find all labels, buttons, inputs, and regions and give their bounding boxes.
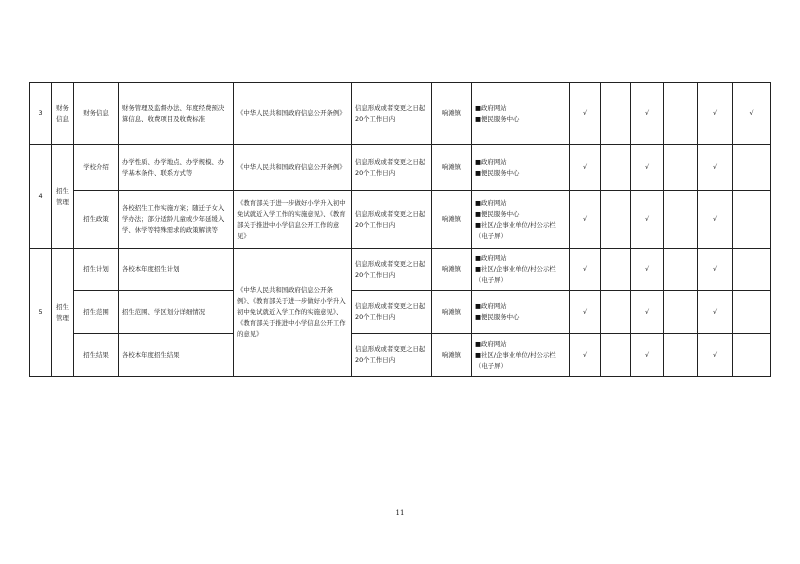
check-cell: √ xyxy=(631,249,664,291)
subject-cell: 响滩镇 xyxy=(432,334,472,377)
table-row xyxy=(30,291,771,334)
channel-item: ■便民服务中心 xyxy=(475,313,520,321)
item-cell: 招生管理 xyxy=(52,249,74,377)
check-cell xyxy=(601,145,631,191)
check-cell: √ xyxy=(698,334,733,377)
check-cell: √ xyxy=(733,83,771,145)
subject-cell: 响滩镇 xyxy=(432,291,472,334)
check-cell xyxy=(664,145,698,191)
time-limit-cell: 信息形成或者变更之日起20个工作日内 xyxy=(352,291,432,334)
time-limit-cell: 信息形成或者变更之日起20个工作日内 xyxy=(352,145,432,191)
channel-item: ■便民服务中心 xyxy=(475,209,520,218)
sub-item-cell: 招生政策 xyxy=(74,191,119,249)
table-row xyxy=(30,145,771,191)
content-cell: 各校本年度招生结果 xyxy=(119,334,234,377)
content-cell: 招生范围、学区划分详细情况 xyxy=(119,291,234,334)
channel-item: ■政府网站 xyxy=(475,302,507,310)
channel-item: ■政府网站 xyxy=(475,103,507,112)
content-cell: 财务管理及监督办法、年度经费预决算信息、收费项目及收费标准 xyxy=(119,83,234,145)
check-cell xyxy=(601,191,631,249)
check-cell: √ xyxy=(570,249,601,291)
channels-cell xyxy=(472,191,570,249)
page-number: 11 xyxy=(395,509,405,517)
basis-cell: 《中华人民共和国政府信息公开条例》、《教育部关于进一步做好小学升入初中免试就近入学工作的实施意见》、《教育部关于推进中小学信息公开工作的意见》 xyxy=(234,249,352,377)
sub-item-cell: 招生范围 xyxy=(74,291,119,334)
channel-item: ■便民服务中心 xyxy=(475,114,520,123)
channel-item: ■政府网站 xyxy=(475,198,507,207)
check-cell: √ xyxy=(698,83,733,145)
check-cell: √ xyxy=(631,83,664,145)
check-cell: √ xyxy=(698,249,733,291)
check-cell xyxy=(664,334,698,377)
check-cell: √ xyxy=(570,145,601,191)
sub-item-cell: 学校介绍 xyxy=(74,145,119,191)
time-limit-cell: 信息形成或者变更之日起20个工作日内 xyxy=(352,191,432,249)
sub-item-cell: 财务信息 xyxy=(74,83,119,145)
channels-cell xyxy=(472,83,570,145)
check-cell xyxy=(664,191,698,249)
channels-cell xyxy=(472,249,570,291)
check-cell: √ xyxy=(570,83,601,145)
check-cell xyxy=(601,291,631,334)
check-cell xyxy=(733,291,771,334)
seq-cell: 4 xyxy=(30,145,52,249)
table-row xyxy=(30,334,771,377)
check-cell xyxy=(733,249,771,291)
check-cell xyxy=(664,83,698,145)
seq-cell: 3 xyxy=(30,83,52,145)
check-cell xyxy=(664,249,698,291)
check-cell: √ xyxy=(570,334,601,377)
sub-item-cell: 招生结果 xyxy=(74,334,119,377)
check-cell: √ xyxy=(631,145,664,191)
channel-item: ■政府网站 xyxy=(475,254,507,262)
basis-cell: 《中华人民共和国政府信息公开条例》 xyxy=(234,145,352,191)
check-cell xyxy=(664,291,698,334)
content-cell: 各校招生工作实施方案；随迁子女入学办法；部分适龄儿童或少年延缓入学、休学等特殊需求的政策解读等 xyxy=(119,191,234,249)
basis-cell: 《中华人民共和国政府信息公开条例》 xyxy=(234,83,352,145)
check-cell xyxy=(733,191,771,249)
check-cell: √ xyxy=(631,334,664,377)
channels-cell xyxy=(472,145,570,191)
item-cell: 财务信息 xyxy=(52,83,74,145)
table-row xyxy=(30,249,771,291)
check-cell xyxy=(601,249,631,291)
seq-cell: 5 xyxy=(30,249,52,377)
check-cell: √ xyxy=(698,291,733,334)
check-cell: √ xyxy=(570,191,601,249)
item-cell: 招生管理 xyxy=(52,145,74,249)
subject-cell: 响滩镇 xyxy=(432,249,472,291)
table-row xyxy=(30,83,771,145)
channel-item: ■社区/企事业单位/村公示栏（电子屏） xyxy=(475,265,556,284)
sub-item-cell: 招生计划 xyxy=(74,249,119,291)
time-limit-cell: 信息形成或者变更之日起20个工作日内 xyxy=(352,334,432,377)
check-cell: √ xyxy=(631,191,664,249)
channel-item: ■政府网站 xyxy=(475,157,507,166)
check-cell xyxy=(733,145,771,191)
content-cell: 各校本年度招生计划 xyxy=(119,249,234,291)
subject-cell: 响滩镇 xyxy=(432,83,472,145)
check-cell xyxy=(601,334,631,377)
channel-item: ■社区/企事业单位/村公示栏（电子屏） xyxy=(475,220,556,240)
time-limit-cell: 信息形成或者变更之日起20个工作日内 xyxy=(352,83,432,145)
channels-cell xyxy=(472,291,570,334)
check-cell: √ xyxy=(631,291,664,334)
channel-item: ■便民服务中心 xyxy=(475,168,520,177)
channel-item: ■政府网站 xyxy=(475,339,507,348)
table-row xyxy=(30,191,771,249)
channel-item: ■社区/企事业单位/村公示栏（电子屏） xyxy=(475,350,556,370)
subject-cell: 响滩镇 xyxy=(432,145,472,191)
check-cell: √ xyxy=(698,191,733,249)
check-cell xyxy=(733,334,771,377)
subject-cell: 响滩镇 xyxy=(432,191,472,249)
channels-cell xyxy=(472,334,570,377)
basis-cell: 《教育部关于进一步做好小学升入初中免试就近入学工作的实施意见》、《教育部关于推进中小学信息公开工作的意见》 xyxy=(234,191,352,249)
check-cell: √ xyxy=(698,145,733,191)
disclosure-table xyxy=(29,82,771,377)
check-cell xyxy=(601,83,631,145)
time-limit-cell: 信息形成或者变更之日起20个工作日内 xyxy=(352,249,432,291)
content-cell: 办学性质、办学地点、办学规模、办学基本条件、联系方式等 xyxy=(119,145,234,191)
check-cell: √ xyxy=(570,291,601,334)
